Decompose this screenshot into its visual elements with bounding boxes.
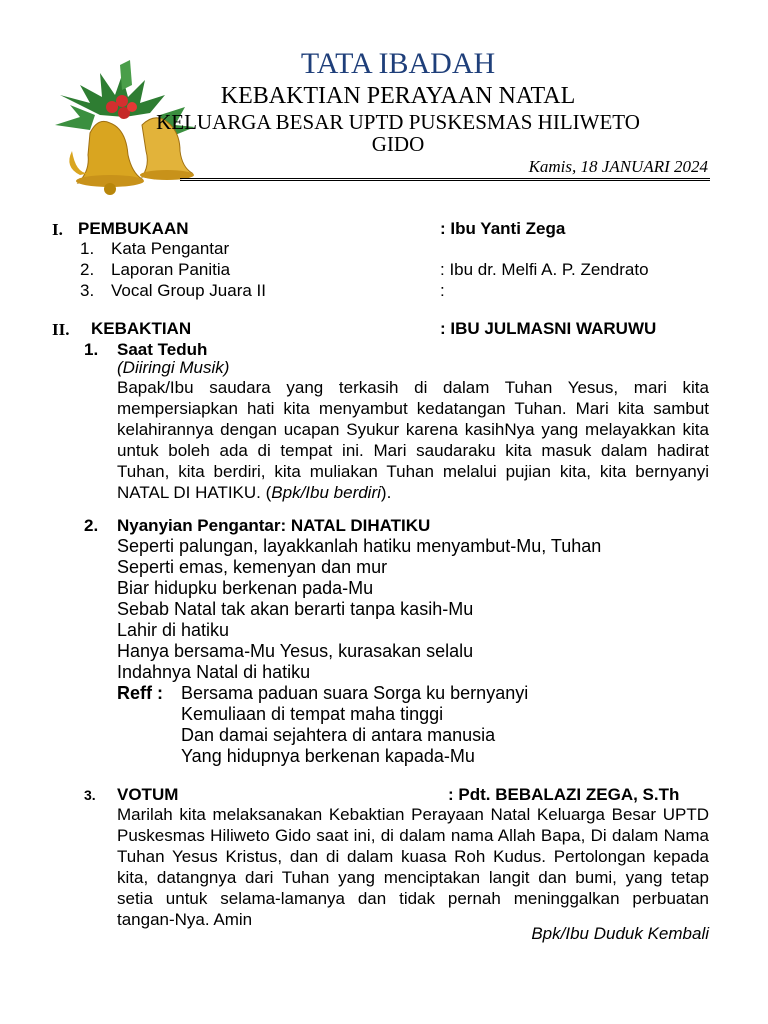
item-3-heading: VOTUM [117,785,179,804]
document-title: TATA IBADAH [300,47,496,80]
section-2-numeral: II. [52,320,70,339]
item-1-note: (Diiringi Musik) [117,358,230,377]
list-item-number: 3. [80,281,95,300]
list-item-label: Laporan Panitia [111,260,231,279]
header-divider [180,178,710,181]
section-1-leader: : Ibu Yanti Zega [440,219,566,238]
item-1-heading: Saat Teduh [117,340,208,359]
song-line: Seperti palungan, layakkanlah hatiku menyambut-Mu, Tuhan [117,536,602,556]
song-line: Hanya bersama-Mu Yesus, kurasakan selalu [117,641,474,661]
reff-line: Kemuliaan di tempat maha tinggi [181,704,444,724]
list-item-value: : Ibu dr. Melfi A. P. Zendrato [440,260,649,279]
song-line: Sebab Natal tak akan berarti tanpa kasih-Mu [117,599,474,619]
item-2-number: 2. [84,516,99,535]
item-3-footer: Bpk/Ibu Duduk Kembali [531,924,709,943]
song-line: Lahir di hatiku [117,620,230,640]
section-1-numeral: I. [52,220,63,239]
item-1-paragraph [117,377,709,503]
organizer-line-2: GIDO [371,132,425,156]
list-item-number: 2. [80,260,95,279]
item-3-paragraph: Marilah kita melaksanakan Kebaktian Perayaan Natal Keluarga Besar UPTD Puskesmas Hiliweto Gido saat ini, di dalam nama Allah Bapa, Di dalam Nama Tuhan Yesus Kristus, dan di dalam kuasa Roh Kudus. Pertolongan kepada kita, datangnya dari Tuhan yang menciptakan langit dan bumi, yang tetap setia untuk selama-lamanya dan tidak pernah meninggalkan perbuatan tangan-Nya. Amin [117,805,709,929]
item-2-heading: Nyanyian Pengantar: NATAL DIHATIKU [117,516,431,535]
item-1-number: 1. [84,340,99,359]
list-item-label: Kata Pengantar [111,239,230,258]
item-1-text-italic: Bpk/Ibu berdiri [271,483,381,502]
reff-label: Reff : [117,683,163,703]
item-1-text: Bapak/Ibu saudara yang terkasih di dalam Tuhan Yesus, mari kita mempersiapkan hati kita menyambut kedatangan Tuhan. Mari kita sambut kelahirannya dengan ucapan Syukur karena kasihNya yang melayakkan kita untuk boleh ada di tempat ini. Mari saudaraku kita masuk dalam hadirat Tuhan, kita berdiri, kita muliakan Tuhan melalui pujian kita, kita bernyanyi NATAL DI HATIKU. ( [117,378,709,502]
song-line: Biar hidupku berkenan pada-Mu [117,578,374,598]
section-1-heading: PEMBUKAAN [78,219,189,238]
item-1-text-end: ). [380,483,392,502]
item-3-number: 3. [84,787,96,803]
item-3-leader: : Pdt. BEBALAZI ZEGA, S.Th [448,785,680,804]
list-item-label: Vocal Group Juara II [111,281,266,300]
service-date: Kamis, 18 JANUARI 2024 [528,157,708,176]
reff-line: Dan damai sejahtera di antara manusia [181,725,496,745]
song-line: Seperti emas, kemenyan dan mur [117,557,388,577]
section-2-heading: KEBAKTIAN [91,319,192,338]
reff-line: Bersama paduan suara Sorga ku bernyanyi [181,683,529,703]
service-title: KEBAKTIAN PERAYAAN NATAL [220,83,576,109]
section-2-leader: : IBU JULMASNI WARUWU [440,319,657,338]
song-line: Indahnya Natal di hatiku [117,662,311,682]
organizer-line: KELUARGA BESAR UPTD PUSKESMAS HILIWETO [156,110,640,134]
reff-line: Yang hidupnya berkenan kapada-Mu [181,746,475,766]
list-item-number: 1. [80,239,95,258]
list-item-value: : [440,281,445,300]
